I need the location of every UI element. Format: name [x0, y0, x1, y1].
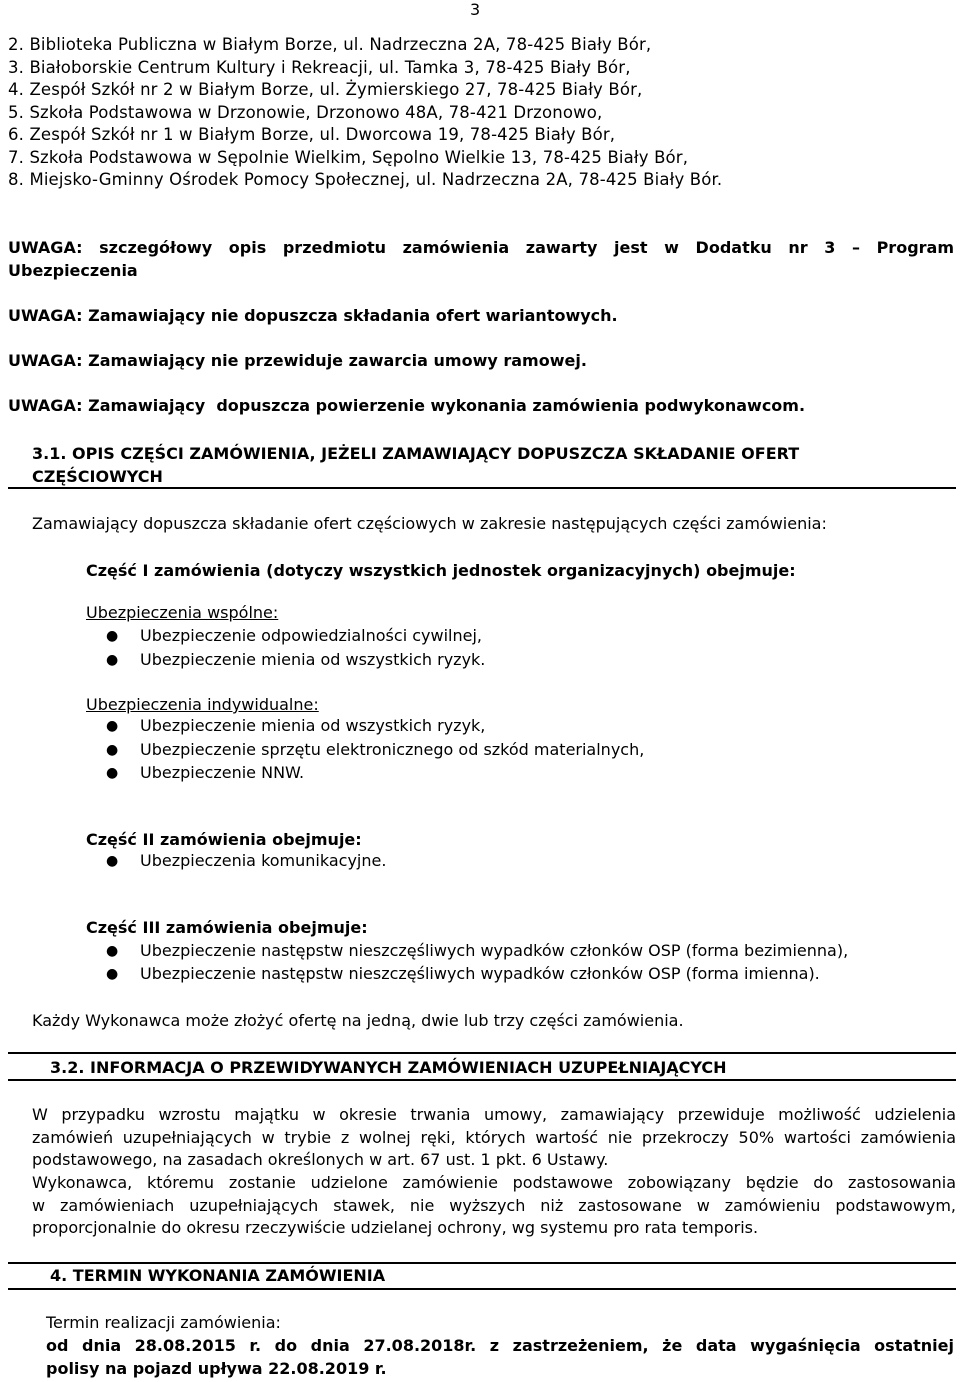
bullet-icon: ●	[106, 742, 119, 758]
common-insurance-label: Ubezpieczenia wspólne:	[86, 603, 279, 622]
list-item: Ubezpieczenie mienia od wszystkich ryzyk,	[140, 716, 486, 735]
text-line: zamówień uzupełniających w trybie z wolnej ręki, których wartość nie przekroczy 50% wartości zamówienia	[32, 1127, 956, 1147]
note-detailed-description-cont: Ubezpieczenia	[8, 261, 138, 280]
bullet-icon: ●	[106, 718, 119, 734]
text-line: Wykonawca, któremu zostanie udzielone zamówienie podstawowe zobowiązany będzie do zastosowania	[32, 1173, 956, 1192]
list-item: Ubezpieczenie mienia od wszystkich ryzyk.	[140, 650, 486, 669]
section-divider	[8, 1052, 956, 1054]
bullet-icon: ●	[106, 853, 119, 869]
section-3-1-heading-cont: CZĘŚCIOWYCH	[32, 467, 163, 486]
completion-term-dates-cont: polisy na pojazd upływa 22.08.2019 r.	[46, 1359, 387, 1378]
part-1-title: Część I zamówienia (dotyczy wszystkich jednostek organizacyjnych) obejmuje:	[86, 561, 796, 580]
list-item: Ubezpieczenie następstw nieszczęśliwych wypadków członków OSP (forma bezimienna),	[140, 941, 849, 960]
list-item: 4. Zespół Szkół nr 2 w Białym Borze, ul. Żymierskiego 27, 78-425 Biały Bór,	[8, 80, 643, 99]
partial-offers-intro: Zamawiający dopuszcza składanie ofert częściowych w zakresie następujących części zamówienia:	[32, 514, 827, 533]
note-detailed-description: UWAGA: szczegółowy opis przedmiotu zamówienia zawarty jest w Dodatku nr 3 – Program	[8, 238, 954, 257]
list-item: Ubezpieczenie NNW.	[140, 763, 305, 782]
supplementary-orders-paragraph-1	[32, 1104, 956, 1172]
list-item: 5. Szkoła Podstawowa w Drzonowie, Drzonowo 48A, 78-421 Drzonowo,	[8, 102, 603, 122]
note-framework-agreement: UWAGA: Zamawiający nie przewiduje zawarcia umowy ramowej.	[8, 351, 587, 370]
section-divider	[8, 1288, 956, 1290]
individual-insurance-label: Ubezpieczenia indywidualne:	[86, 695, 319, 714]
section-3-1-heading: 3.1. OPIS CZĘŚCI ZAMÓWIENIA, JEŻELI ZAMAWIAJĄCY DOPUSZCZA SKŁADANIE OFERT	[32, 444, 800, 463]
list-item: Ubezpieczenie sprzętu elektronicznego od szkód materialnych,	[140, 740, 645, 759]
list-item: 7. Szkoła Podstawowa w Sępolnie Wielkim, Sępolno Wielkie 13, 78-425 Biały Bór,	[8, 147, 689, 167]
page-number: 3	[470, 0, 481, 19]
section-4-heading: 4. TERMIN WYKONANIA ZAMÓWIENIA	[50, 1266, 386, 1285]
completion-term-dates: od dnia 28.08.2015 r. do dnia 27.08.2018r. z zastrzeżeniem, że data wygaśnięcia ostatniej	[46, 1336, 954, 1355]
completion-term-label: Termin realizacji zamówienia:	[46, 1313, 281, 1332]
list-item: Ubezpieczenia komunikacyjne.	[140, 851, 387, 870]
part-2-title: Część II zamówienia obejmuje:	[86, 830, 362, 849]
list-item: Ubezpieczenie odpowiedzialności cywilnej,	[140, 626, 482, 645]
list-item: 3. Białoborskie Centrum Kultury i Rekreacji, ul. Tamka 3, 78-425 Biały Bór,	[8, 57, 631, 77]
section-3-2-heading: 3.2. INFORMACJA O PRZEWIDYWANYCH ZAMÓWIENIACH UZUPEŁNIAJĄCYCH	[50, 1058, 727, 1077]
text-line: proporcjonalnie do okresu rzeczywiście udzielanej ochrony, wg systemu pro rata temporis.	[32, 1218, 759, 1238]
part-3-title: Część III zamówienia obejmuje:	[86, 918, 368, 937]
list-item: Ubezpieczenie następstw nieszczęśliwych wypadków członków OSP (forma imienna).	[140, 964, 820, 983]
partial-offers-closing: Każdy Wykonawca może złożyć ofertę na jedną, dwie lub trzy części zamówienia.	[32, 1011, 684, 1030]
list-item: 8. Miejsko-Gminny Ośrodek Pomocy Społecznej, ul. Nadrzeczna 2A, 78-425 Biały Bór.	[8, 170, 723, 189]
text-line: w zamówieniach uzupełniających stawek, nie wyższych niż zastosowane w zamówieniu podstawowym,	[32, 1195, 956, 1215]
section-divider	[8, 487, 956, 489]
bullet-icon: ●	[106, 966, 119, 982]
section-divider	[8, 1262, 956, 1264]
bullet-icon: ●	[106, 628, 119, 644]
address-list	[8, 34, 722, 192]
supplementary-orders-paragraph-2	[32, 1172, 956, 1240]
note-variant-offers: UWAGA: Zamawiający nie dopuszcza składania ofert wariantowych.	[8, 306, 618, 325]
bullet-icon: ●	[106, 652, 119, 668]
list-item: 6. Zespół Szkół nr 1 w Białym Borze, ul. Dworcowa 19, 78-425 Biały Bór,	[8, 125, 616, 144]
bullet-icon: ●	[106, 765, 119, 781]
bullet-icon: ●	[106, 943, 119, 959]
text-line: W przypadku wzrostu majątku w okresie trwania umowy, zamawiający przewiduje możliwość udzielenia	[32, 1105, 956, 1124]
section-divider	[8, 1079, 956, 1081]
note-subcontracting: UWAGA: Zamawiający dopuszcza powierzenie wykonania zamówienia podwykonawcom.	[8, 396, 806, 415]
text-line: podstawowego, na zasadach określonych w art. 67 ust. 1 pkt. 6 Ustawy.	[32, 1150, 609, 1170]
list-item: 2. Biblioteka Publiczna w Białym Borze, ul. Nadrzeczna 2A, 78-425 Biały Bór,	[8, 35, 652, 54]
